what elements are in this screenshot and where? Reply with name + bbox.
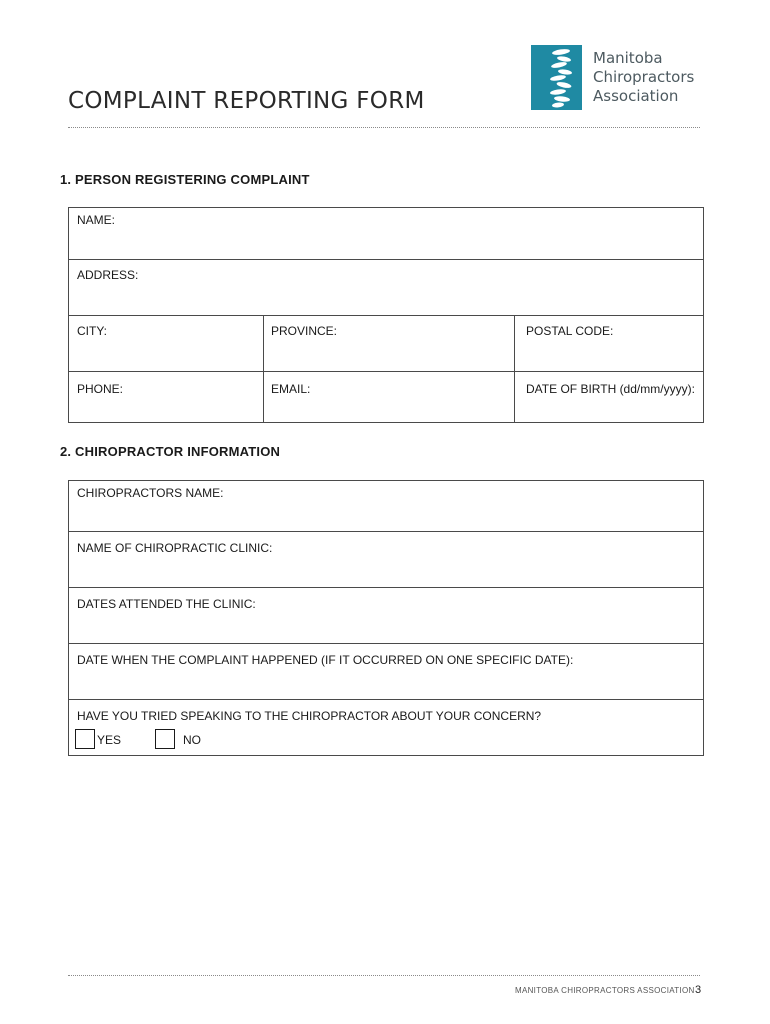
no-label: NO — [183, 733, 201, 747]
logo-line-3: Association — [593, 87, 679, 105]
column-divider — [514, 315, 515, 423]
row-divider — [69, 315, 703, 316]
row-divider — [69, 643, 703, 644]
column-divider — [263, 315, 264, 423]
date-of-birth-field[interactable]: DATE OF BIRTH (dd/mm/yyyy): — [526, 382, 695, 396]
row-divider — [69, 587, 703, 588]
yes-checkbox[interactable] — [75, 729, 95, 749]
logo-line-1: Manitoba — [593, 49, 663, 67]
postal-code-field[interactable]: POSTAL CODE: — [526, 324, 614, 338]
clinic-name-field[interactable]: NAME OF CHIROPRACTIC CLINIC: — [77, 541, 273, 555]
city-field[interactable]: CITY: — [77, 324, 108, 338]
row-divider — [69, 531, 703, 532]
chiropractor-info-table — [68, 480, 704, 756]
no-checkbox[interactable] — [155, 729, 175, 749]
name-field[interactable]: NAME: — [77, 213, 116, 227]
form-title: COMPLAINT REPORTING FORM — [68, 88, 425, 114]
complaint-date-field[interactable]: DATE WHEN THE COMPLAINT HAPPENED (IF IT OCCURRED ON ONE SPECIFIC DATE): — [77, 653, 574, 667]
logo-wordmark — [593, 49, 694, 106]
header-divider — [68, 127, 700, 128]
yes-label: YES — [97, 733, 122, 747]
complainant-info-table — [68, 207, 704, 423]
phone-field[interactable]: PHONE: — [77, 382, 124, 396]
spine-logo-icon — [531, 45, 582, 110]
association-logo — [531, 45, 711, 111]
chiropractor-name-field[interactable]: CHIROPRACTORS NAME: — [77, 486, 224, 500]
email-field[interactable]: EMAIL: — [271, 382, 311, 396]
row-divider — [69, 371, 703, 372]
page-number: 3 — [695, 984, 702, 996]
footer-organization: MANITOBA CHIROPRACTORS ASSOCIATION — [515, 986, 695, 995]
row-divider — [69, 699, 703, 700]
address-field[interactable]: ADDRESS: — [77, 268, 139, 282]
dates-attended-field[interactable]: DATES ATTENDED THE CLINIC: — [77, 597, 256, 611]
spoken-to-chiropractor-question: HAVE YOU TRIED SPEAKING TO THE CHIROPRACTOR ABOUT YOUR CONCERN? — [77, 709, 542, 723]
footer-divider — [68, 975, 700, 976]
section-1-heading: 1. PERSON REGISTERING COMPLAINT — [60, 172, 310, 187]
row-divider — [69, 259, 703, 260]
logo-line-2: Chiropractors — [593, 68, 695, 86]
province-field[interactable]: PROVINCE: — [271, 324, 338, 338]
section-2-heading: 2. CHIROPRACTOR INFORMATION — [60, 444, 281, 459]
